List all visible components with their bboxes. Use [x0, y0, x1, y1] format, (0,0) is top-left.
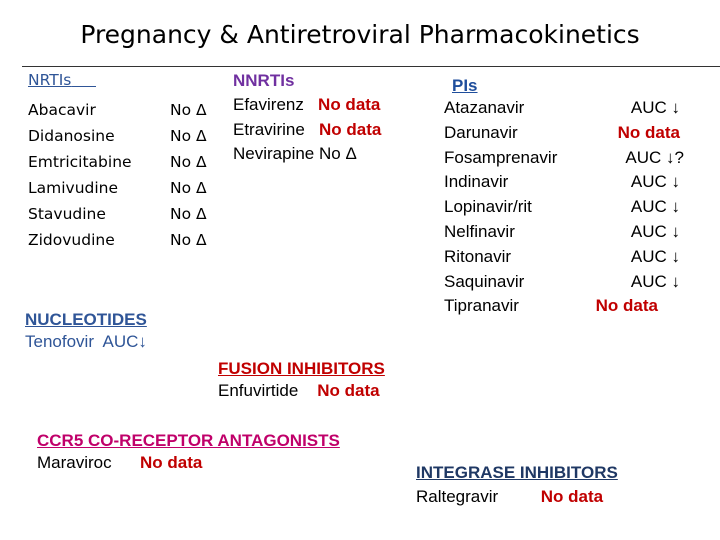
nnrtis-section [233, 69, 381, 167]
drug-name: Lopinavir/rit [444, 197, 532, 217]
fusion-heading: FUSION INHIBITORS [218, 359, 385, 378]
drug-name: Etravirine [233, 119, 305, 139]
effect-value: AUC ↓ [630, 221, 680, 241]
effect-value: No data [318, 95, 381, 114]
pis-section [444, 75, 684, 319]
drug-name: Atazanavir [444, 98, 525, 117]
list-item: Stavudine [28, 205, 106, 223]
list-item: Zidovudine [28, 231, 115, 249]
page-title: Pregnancy & Antiretroviral Pharmacokinetics [80, 20, 640, 49]
drug-name: Tipranavir [444, 296, 519, 316]
drug-name: Efavirenz [233, 95, 304, 114]
list-item [444, 270, 680, 295]
list-item [444, 96, 680, 121]
list-item [444, 195, 680, 220]
effect-value: AUC ↓? [625, 147, 684, 167]
effect-value: No data [139, 453, 203, 472]
list-item [25, 331, 147, 353]
list-item [444, 245, 680, 270]
title-divider [22, 66, 720, 67]
list-item [444, 146, 684, 171]
drug-name: Tenofovir [25, 332, 94, 351]
effect-value: No data [617, 122, 680, 142]
effect-value: No Δ [319, 144, 357, 163]
nnrtis-heading: NNRTIs [233, 71, 295, 90]
list-item: Emtricitabine [28, 153, 132, 171]
list-item: No Δ [170, 101, 207, 119]
drug-name: Saquinavir [444, 271, 525, 291]
integrase-section [416, 461, 618, 509]
effect-value: AUC ↓ [630, 98, 680, 117]
list-item: No Δ [170, 231, 207, 249]
drug-name: Raltegravir [416, 487, 499, 506]
nrtis-heading: NRTIs [28, 71, 72, 89]
ccr5-section [37, 430, 340, 474]
drug-name: Enfuvirtide [218, 381, 299, 400]
list-item [233, 118, 381, 143]
drug-name: Darunavir [444, 122, 518, 142]
drug-name: Indinavir [444, 172, 509, 192]
drug-name: Nelfinavir [444, 221, 515, 241]
effect-value: No data [318, 119, 382, 139]
effect-value: AUC ↓ [630, 271, 680, 291]
pis-heading: PIs [452, 76, 478, 95]
effect-value: AUC↓ [102, 332, 147, 351]
list-item: Lamivudine [28, 179, 119, 197]
nucleotides-heading: NUCLEOTIDES [25, 310, 147, 329]
list-item [233, 142, 381, 167]
nucleotides-section [25, 309, 147, 353]
list-item [416, 485, 618, 509]
effect-value: No data [595, 296, 658, 316]
effect-value: AUC ↓ [630, 246, 680, 266]
list-item [444, 121, 680, 146]
drug-name: Ritonavir [444, 246, 512, 266]
nrtis-drug-list [28, 97, 132, 253]
list-item: No Δ [170, 179, 207, 197]
list-item: Abacavir [28, 101, 96, 119]
effect-value: No data [317, 381, 380, 400]
effect-value: AUC ↓ [630, 172, 680, 192]
integrase-heading: INTEGRASE INHIBITORS [416, 463, 618, 482]
list-item [37, 452, 340, 474]
list-item [444, 170, 680, 195]
effect-value: No data [540, 487, 604, 506]
effect-value: AUC ↓ [630, 197, 680, 217]
list-item: No Δ [170, 153, 207, 171]
list-item [233, 93, 381, 118]
fusion-section [218, 358, 385, 402]
list-item [218, 380, 385, 402]
list-item: No Δ [170, 127, 207, 145]
drug-name: Maraviroc [37, 453, 112, 472]
list-item [444, 220, 680, 245]
list-item: No Δ [170, 205, 207, 223]
list-item: Didanosine [28, 127, 115, 145]
ccr5-heading: CCR5 CO-RECEPTOR ANTAGONISTS [37, 431, 340, 450]
nrtis-section [28, 68, 96, 92]
drug-name: Nevirapine [233, 144, 315, 163]
nrtis-effect-list [170, 97, 207, 253]
drug-name: Fosamprenavir [444, 147, 558, 167]
list-item [444, 294, 680, 319]
